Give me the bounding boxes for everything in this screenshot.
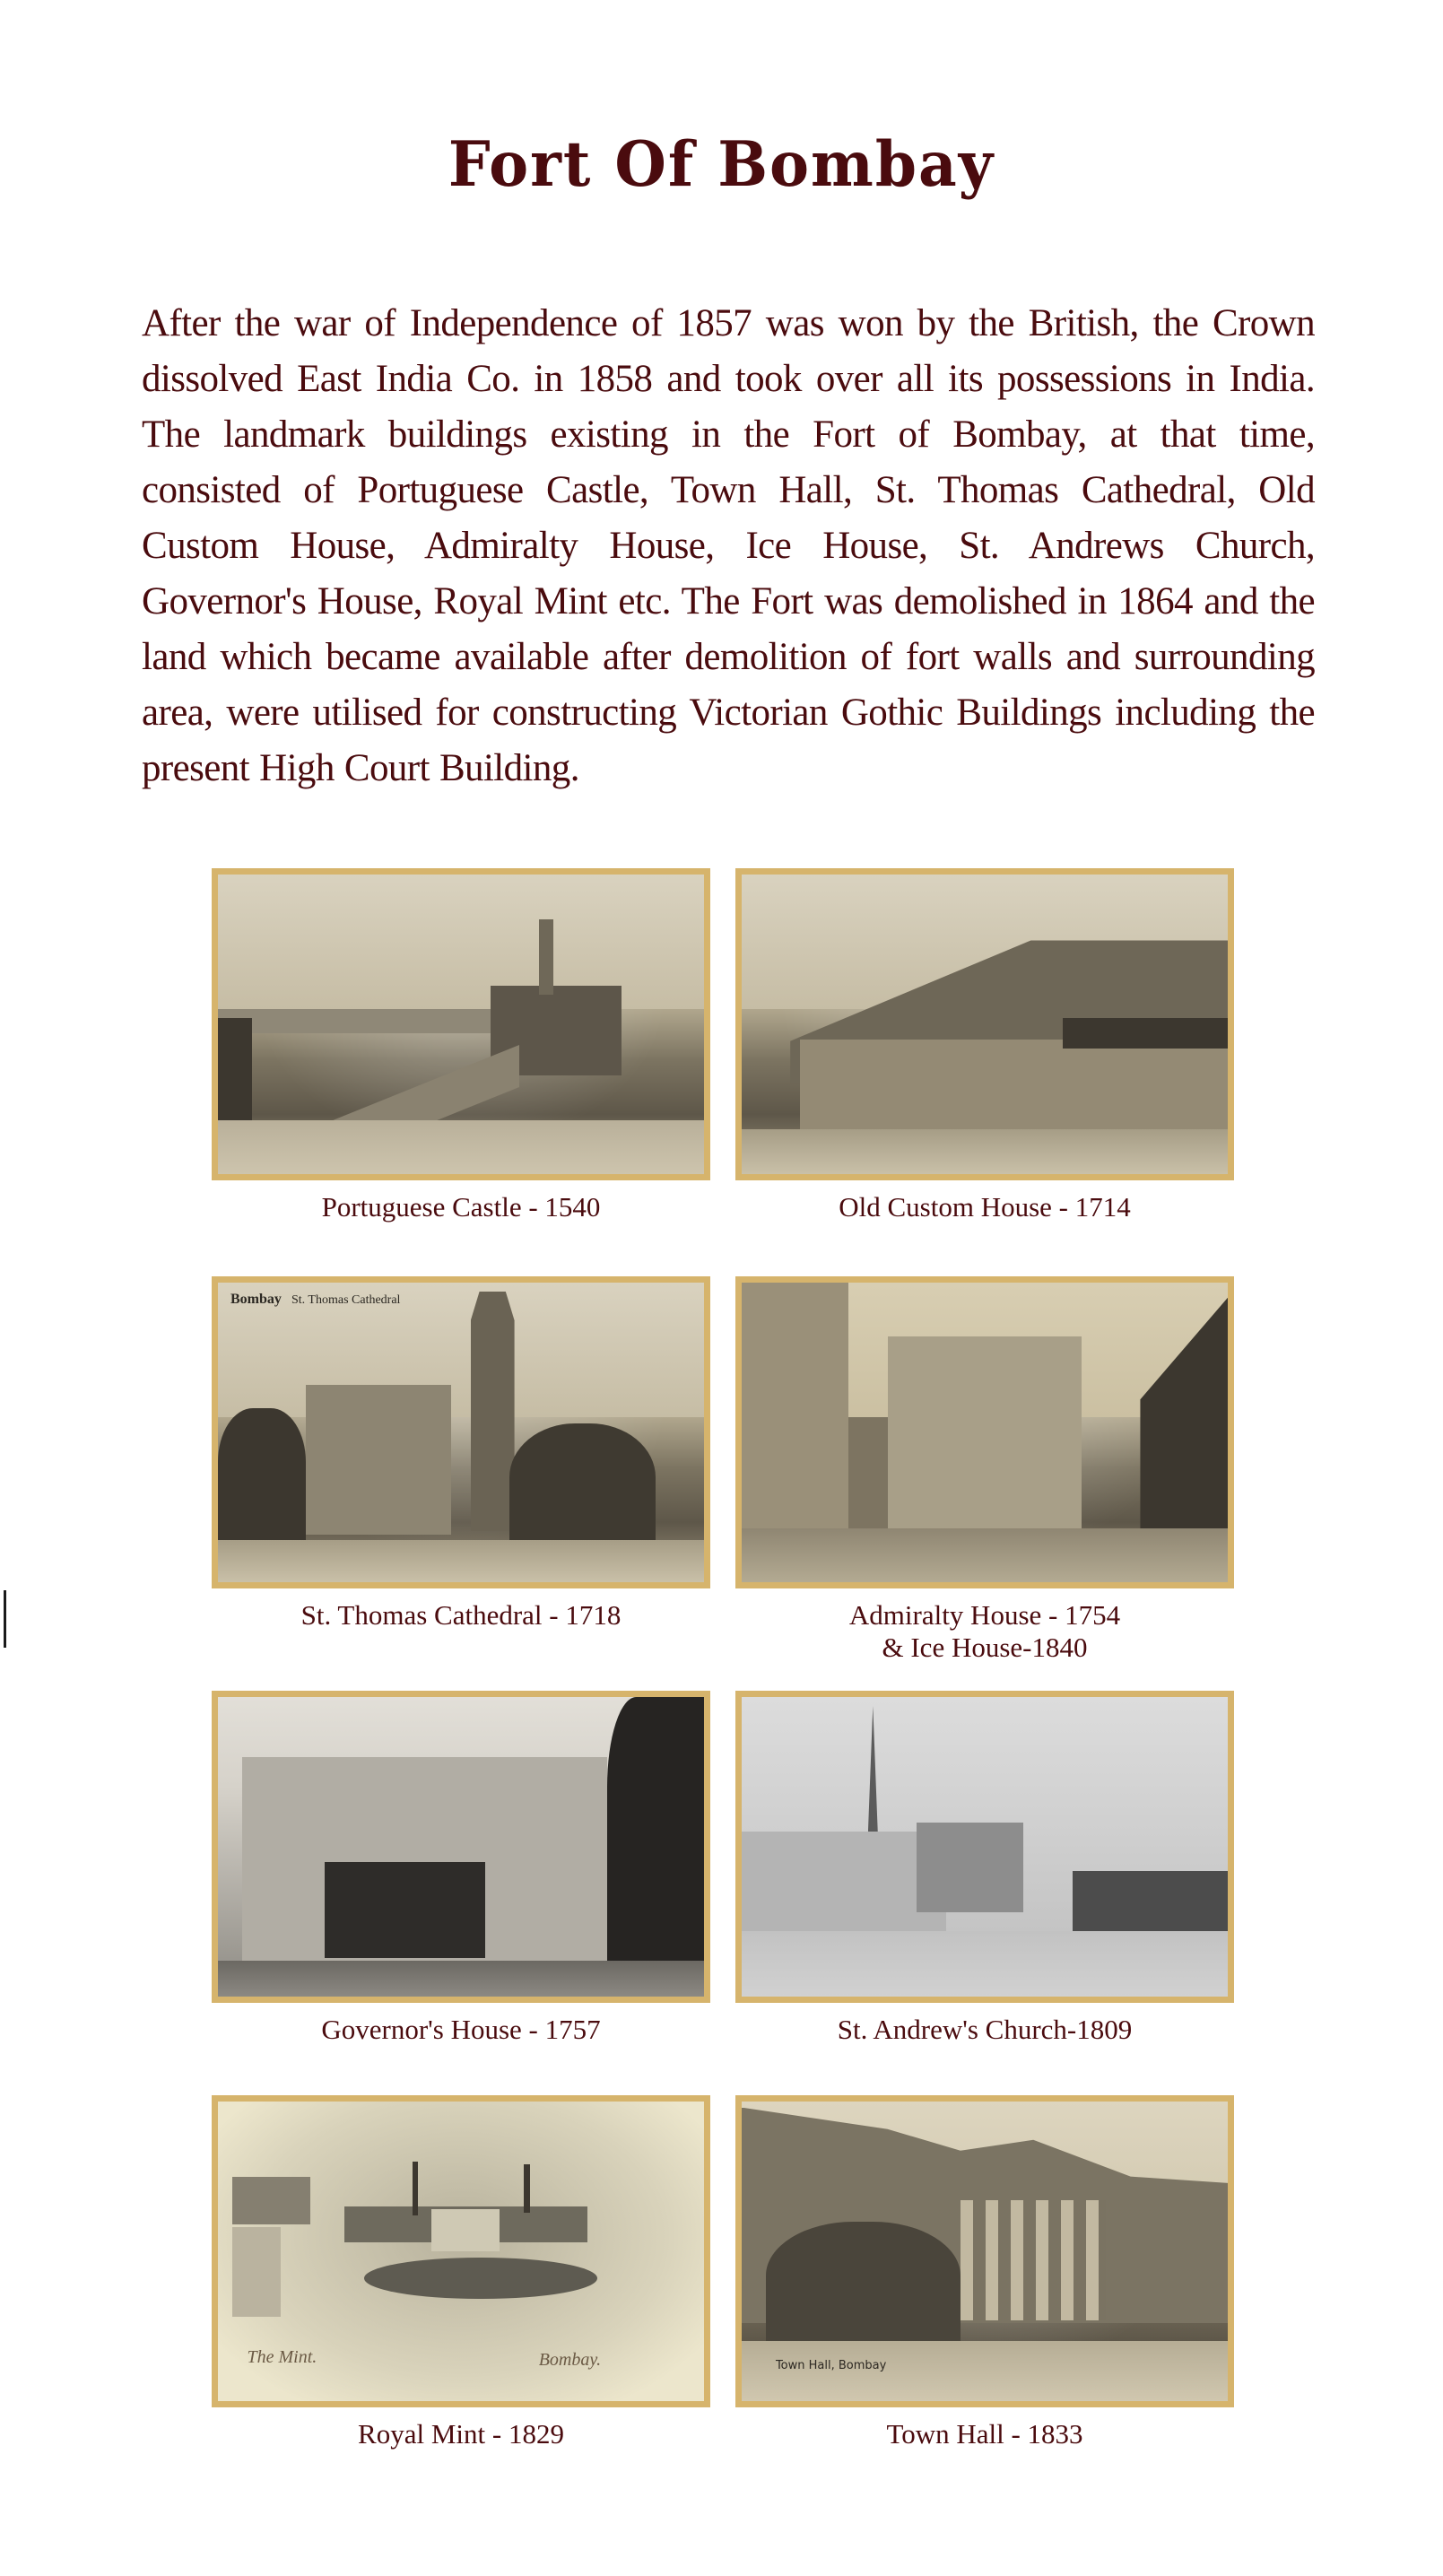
gallery-item-st-thomas-cathedral — [212, 1276, 710, 1632]
intro-paragraph: After the war of Independence of 1857 was won by the British, the Crown dissolved East India Co. in 1858 and took over all its possessions in India. The landmark buildings existing in the Fort of Bombay, at that time, consisted of Portuguese Castle, Town Hall, St. Thomas Cathedral, Old Custom House, Admiralty House, Ice House, St. Andrews Church, Governor's House, Royal Mint etc. The Fort was demolished in 1864 and the land which became available after demolition of fort walls and surrounding area, were utilised for constructing Victorian Gothic Buildings including the present High Court Building. — [142, 302, 1315, 789]
photo-frame — [212, 868, 710, 1180]
photo-frame — [735, 1276, 1234, 1588]
photo-frame — [735, 1691, 1234, 2003]
photo-caption: Town Hall - 1833 — [886, 2418, 1083, 2450]
gallery-item-old-custom-house — [735, 868, 1234, 1223]
page-title: Fort Of Bombay — [448, 127, 995, 202]
photo-frame — [212, 1691, 710, 2003]
photo-label: Town Hall, Bombay — [775, 2359, 887, 2373]
photo-label-bold: Bombay — [230, 1292, 282, 1307]
caption-line-1: Admiralty House - 1754 — [848, 1599, 1121, 1631]
photo-portuguese-castle — [218, 875, 704, 1174]
photo-label-left: The Mint. — [247, 2346, 317, 2367]
gallery-item-portuguese-castle — [212, 868, 710, 1223]
photo-old-custom-house — [742, 875, 1228, 1174]
photo-st-andrews-church — [742, 1697, 1228, 1997]
gallery-item-admiralty-ice-house — [735, 1276, 1234, 1664]
photo-caption: St. Thomas Cathedral - 1718 — [300, 1599, 622, 1631]
gallery-item-royal-mint — [212, 2095, 710, 2450]
photo-frame — [212, 1276, 710, 1588]
photo-label-right: Bombay. — [538, 2350, 602, 2371]
photo-governors-house — [218, 1697, 704, 1997]
photo-royal-mint — [218, 2102, 704, 2401]
photo-caption: Royal Mint - 1829 — [358, 2418, 564, 2450]
gallery-item-governors-house — [212, 1691, 710, 2046]
photo-label: St. Thomas Cathedral — [291, 1293, 401, 1307]
photo-town-hall — [742, 2102, 1228, 2401]
photo-frame — [212, 2095, 710, 2407]
gallery-item-town-hall — [735, 2095, 1234, 2450]
photo-frame — [735, 868, 1234, 1180]
intro-section — [142, 296, 1315, 796]
caption-line-2: & Ice House-1840 — [882, 1632, 1088, 1663]
photo-frame — [735, 2095, 1234, 2407]
photo-caption: Portuguese Castle - 1540 — [321, 1191, 601, 1223]
photo-admiralty-ice-house — [742, 1283, 1228, 1582]
gallery-item-st-andrews-church — [735, 1691, 1234, 2046]
photo-caption — [735, 1599, 1234, 1664]
photo-st-thomas-cathedral — [218, 1283, 704, 1582]
margin-mark — [4, 1590, 6, 1648]
photo-caption: Old Custom House - 1714 — [839, 1191, 1131, 1223]
photo-caption: St. Andrew's Church-1809 — [837, 2014, 1133, 2045]
photo-caption: Governor's House - 1757 — [321, 2014, 601, 2045]
